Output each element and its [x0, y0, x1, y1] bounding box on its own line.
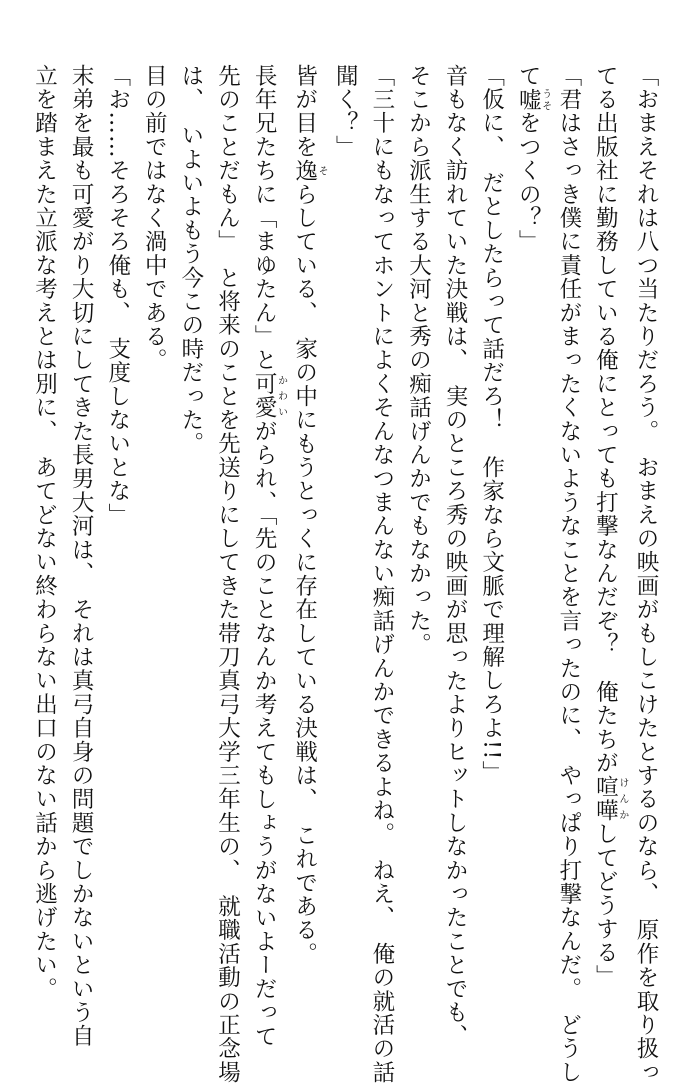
text-segment: てる出版社に勤務している俺にとっても打撃なんだぞ？ 俺たちが: [592, 64, 619, 775]
text-line: [26, 64, 63, 1001]
text-segment: 音もなく訪れていた決戦は、 実のところ秀の映画が思ったよりヒットしなかったことでも、: [442, 64, 469, 1049]
text-segment: してどうする」: [592, 822, 619, 989]
text-line: [473, 64, 510, 964]
text-segment: らしている、 家の中にもうとっくに存在している決戦は、 これである。: [291, 182, 318, 966]
text-segment: をつくの？」: [515, 111, 542, 254]
text-line: [286, 64, 327, 964]
ruby-base: 逸: [291, 158, 318, 183]
text-segment: そこから派生する大河と秀の痴話げんかでもなかった。: [405, 64, 432, 657]
ruby-word: [592, 775, 628, 823]
ruby-word: [515, 87, 551, 112]
ruby-base: 喧嘩: [592, 775, 619, 823]
text-segment: がられ、「先のことなんか考えてもしょうがないよーだって: [251, 419, 278, 1049]
furigana: かわい: [275, 372, 287, 420]
text-line: [136, 64, 173, 964]
text-segment: 聞く？」: [332, 64, 359, 159]
text-line: [627, 64, 664, 1084]
ruby-word: [291, 158, 328, 183]
text-line: [245, 64, 287, 1049]
vertical-text-block: [26, 64, 664, 1084]
text-segment: 「お……そろそろ俺も、 支度しないとな」: [104, 64, 131, 527]
text-line: [436, 64, 473, 1049]
text-line: [510, 64, 551, 964]
text-segment: 末弟を最も可愛がり大切にしてきた長男大河は、 それは真弓自身の問題でしかないという自: [68, 64, 95, 1049]
ruby-base: 嘘: [515, 87, 542, 112]
text-segment: は、 いよいよもう今この時だった。: [177, 64, 204, 456]
ruby-base: 可愛: [251, 372, 278, 420]
text-line: [363, 64, 400, 1084]
text-segment: 目の前ではなく渦中である。: [141, 64, 168, 373]
text-line: [209, 64, 246, 1084]
text-segment: 「三十にもなってホントによくそんなつまんない痴話げんかできるよね。 ねえ、 俺の就活の話: [368, 64, 395, 1084]
text-segment: 立を踏まえた立派な考えとは別に、 あてどない終わらない出口のない話から逃げたい。: [31, 64, 58, 1001]
text-segment: 長年兄たちに「まゆたん」と: [251, 64, 278, 373]
text-segment: 先のことだもん」 と将来のことを先送りにしてきた帯刀真弓大学三年生の、 就職活動の正念場: [214, 64, 241, 1084]
furigana: うそ: [539, 87, 551, 112]
text-line: [99, 64, 136, 964]
text-line: [327, 64, 364, 964]
text-segment: 「君はさっき僕に責任がまったくないようなことを言ったのに、 やっぱり打撃なんだ。 どうし: [555, 64, 582, 1084]
text-line: [63, 64, 100, 1049]
ruby-word: [251, 372, 287, 420]
text-segment: 「仮に、 だとしたらって話だろ！ 作家なら文脈で理解しろよ!!」: [478, 64, 505, 785]
text-segment: て: [515, 64, 542, 88]
furigana: そ: [316, 158, 328, 183]
text-segment: 皆が目を: [291, 64, 318, 159]
text-line: [587, 64, 628, 989]
text-segment: 「おまえそれは八つ当たりだろう。 おまえの映画がもしこけたとするのなら、 原作を取り扱っ: [633, 64, 659, 1084]
text-line: [400, 64, 437, 964]
furigana: けんか: [616, 775, 628, 823]
text-line: [550, 64, 587, 1084]
text-line: [172, 64, 209, 964]
